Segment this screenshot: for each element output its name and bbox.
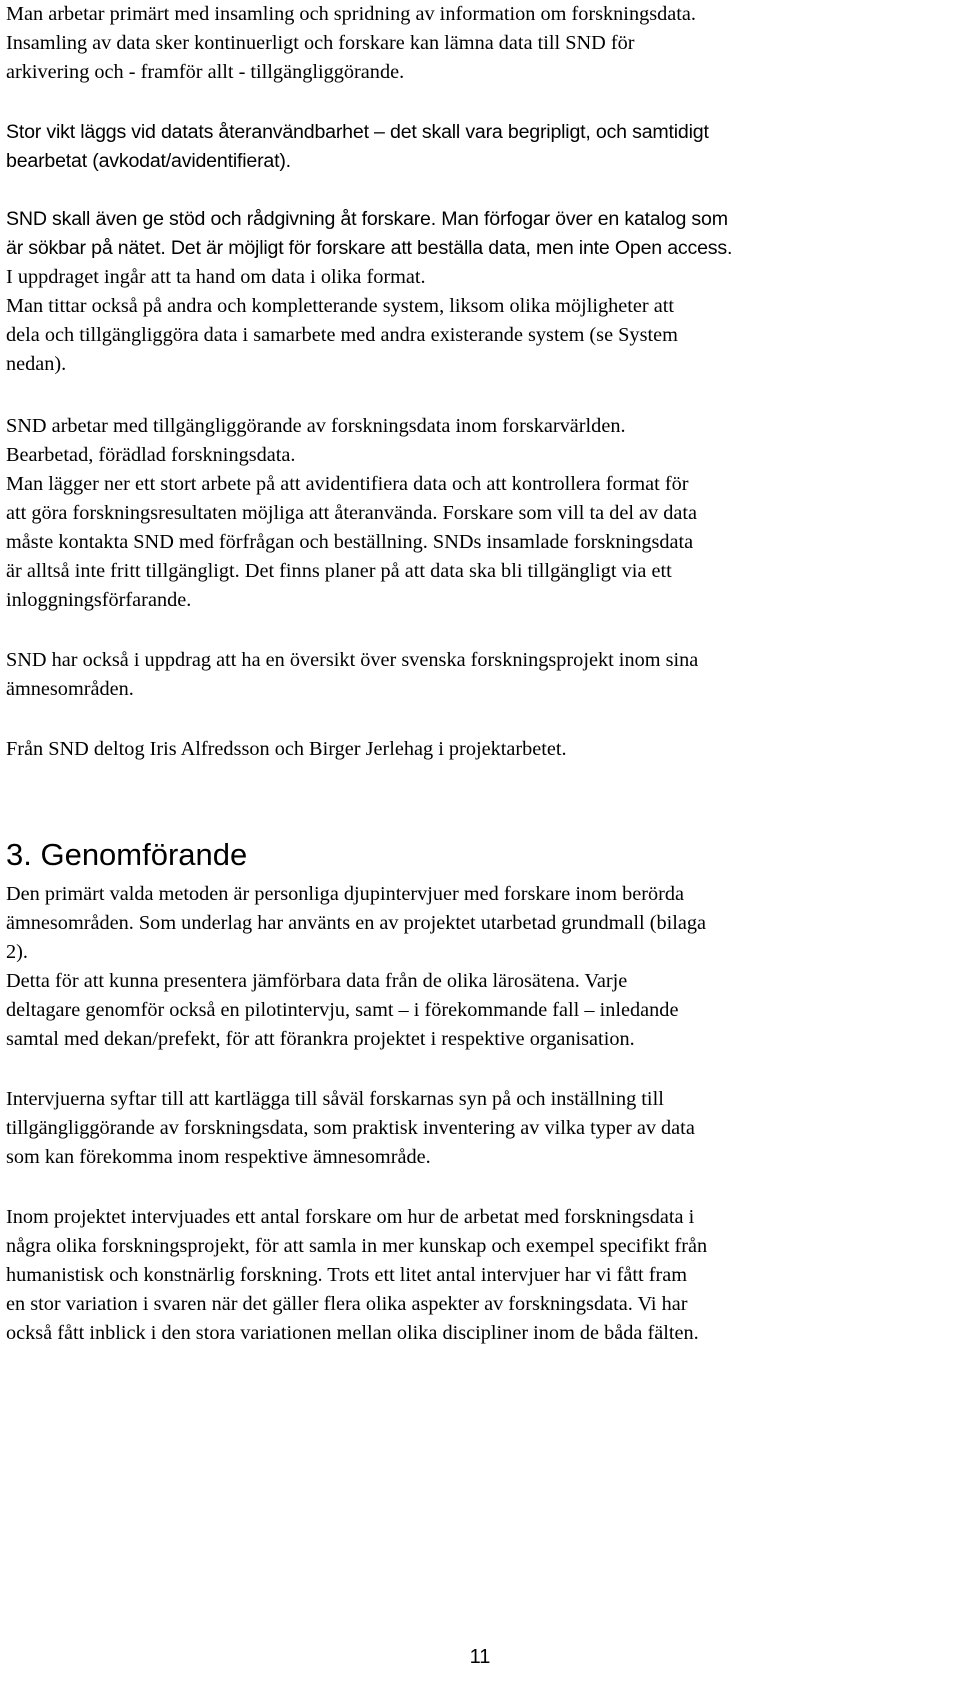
- text-line: Den primärt valda metoden är personliga djupintervjuer med forskare inom berörda: [6, 883, 685, 905]
- text-line: Från SND deltog Iris Alfredsson och Birger Jerlehag i projektarbetet.: [6, 738, 567, 760]
- text-line: Inom projektet intervjuades ett antal forskare om hur de arbetat med forskningsdata i: [6, 1206, 695, 1228]
- text-line: dela och tillgängliggöra data i samarbete med andra existerande system (se System: [6, 324, 678, 346]
- text-line: Stor vikt läggs vid datats återanvändbarhet – det skall vara begripligt, och samtidigt: [6, 121, 709, 143]
- text-line: Insamling av data sker kontinuerligt och forskare kan lämna data till SND för: [6, 32, 635, 54]
- text-line: en stor variation i svaren när det gäller flera olika aspekter av forskningsdata. Vi har: [6, 1293, 688, 1315]
- text-line: I uppdraget ingår att ta hand om data i olika format.: [6, 266, 426, 288]
- text-line: Detta för att kunna presentera jämförbara data från de olika lärosätena. Varje: [6, 970, 628, 992]
- text-line: ämnesområden.: [6, 678, 134, 700]
- text-line: måste kontakta SND med förfrågan och beställning. SNDs insamlade forskningsdata: [6, 531, 694, 553]
- text-line: inloggningsförfarande.: [6, 589, 192, 611]
- text-line: nedan).: [6, 353, 67, 375]
- text-line: Man arbetar primärt med insamling och spridning av information om forskningsdata.: [6, 3, 696, 25]
- section-heading: 3. Genomförande: [6, 837, 248, 872]
- text-line: ämnesområden. Som underlag har använts en av projektet utarbetad grundmall (bilaga: [6, 912, 707, 934]
- text-line: också fått inblick i den stora variationen mellan olika discipliner inom de båda fälten.: [6, 1322, 699, 1344]
- text-line: samtal med dekan/prefekt, för att förankra projektet i respektive organisation.: [6, 1028, 635, 1050]
- text-line: tillgängliggörande av forskningsdata, som praktisk inventering av vilka typer av data: [6, 1117, 695, 1139]
- text-line: Man lägger ner ett stort arbete på att avidentifiera data och att kontrollera format för: [6, 473, 689, 495]
- text-line: SND arbetar med tillgängliggörande av forskningsdata inom forskarvärlden.: [6, 415, 626, 437]
- text-line: 2).: [6, 941, 28, 963]
- page-number: 11: [469, 1646, 491, 1668]
- text-line: några olika forskningsprojekt, för att samla in mer kunskap och exempel specifikt från: [6, 1235, 708, 1257]
- text-line: är alltså inte fritt tillgängligt. Det finns planer på att data ska bli tillgängligt via ett: [6, 560, 672, 582]
- text-line: som kan förekomma inom respektive ämnesområde.: [6, 1146, 431, 1168]
- text-line: deltagare genomför också en pilotintervju, samt – i förekommande fall – inledande: [6, 999, 679, 1021]
- text-line: Man tittar också på andra och kompletterande system, liksom olika möjligheter att: [6, 295, 674, 317]
- text-line: att göra forskningsresultaten möjliga att återanvända. Forskare som vill ta del av data: [6, 502, 698, 524]
- text-line: humanistisk och konstnärlig forskning. Trots ett litet antal intervjuer har vi fått fram: [6, 1264, 687, 1286]
- text-line: bearbetat (avkodat/avidentifierat).: [6, 150, 291, 172]
- text-line: är sökbar på nätet. Det är möjligt för forskare att beställa data, men inte Open access.: [6, 237, 733, 259]
- text-line: Bearbetad, förädlad forskningsdata.: [6, 444, 296, 466]
- text-line: SND har också i uppdrag att ha en översikt över svenska forskningsprojekt inom sina: [6, 649, 699, 671]
- text-line: arkivering och - framför allt - tillgängliggörande.: [6, 61, 405, 83]
- text-line: SND skall även ge stöd och rådgivning åt forskare. Man förfogar över en katalog som: [6, 208, 728, 230]
- text-line: Intervjuerna syftar till att kartlägga till såväl forskarnas syn på och inställning till: [6, 1088, 664, 1110]
